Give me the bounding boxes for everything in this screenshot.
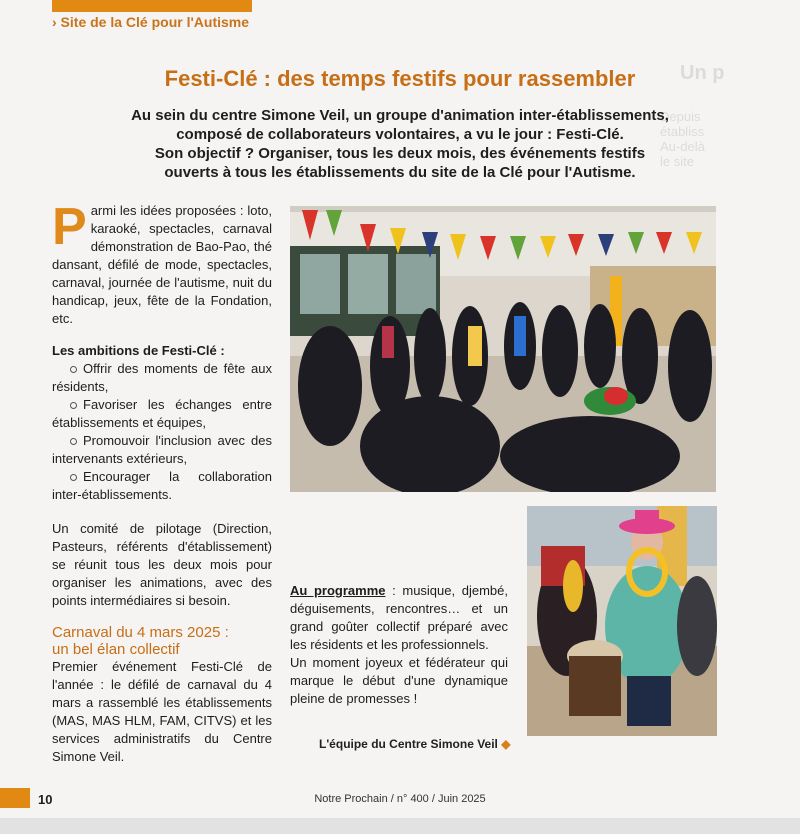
dropcap: P	[52, 198, 87, 256]
intro-line: Son objectif ? Organiser, tous les deux mois, des événements festifs	[154, 145, 646, 162]
festival-photo	[290, 206, 716, 492]
intro-line: composé de collaborateurs volontaires, a vu le jour : Festi-Clé.	[176, 126, 624, 143]
left-column	[52, 198, 272, 766]
bullet-icon	[70, 438, 77, 445]
bullet-icon	[70, 474, 77, 481]
top-accent-bar	[52, 0, 252, 12]
article-intro	[60, 106, 740, 182]
bleed-through-text: Un p Depuis établiss Au-delà le site	[660, 62, 725, 169]
ambitions-heading: Les ambitions de Festi-Clé :	[52, 343, 225, 358]
ambitions-list	[52, 360, 272, 504]
djembe-photo	[527, 506, 717, 736]
programme-paragraph: Au programme : musique, djembé, déguisements, rencontres… et un grand goûter collectif préparé avec les résidents et les professionnels.	[290, 583, 508, 652]
programme-block	[290, 582, 508, 708]
bullet-icon	[70, 366, 77, 373]
page-edge	[0, 818, 800, 834]
page-number: 10	[38, 792, 53, 807]
closing-paragraph: Un moment joyeux et fédérateur qui marque le début d'une dynamique pleine de promesses !	[290, 655, 508, 706]
publication-info: Notre Prochain / n° 400 / Juin 2025	[314, 793, 486, 805]
article-title: Festi-Clé : des temps festifs pour rassembler	[164, 66, 636, 91]
carnaval-paragraph: Premier événement Festi-Clé de l'année : le défilé de carnaval du 4 mars a rassemblé les établissements (MAS, MAS HLM, FAM, CITVS) et les services administratifs du Centre Simone Veil.	[52, 659, 272, 764]
committee-paragraph: Un comité de pilotage (Direction, Pasteurs, référents d'établissement) se réunit tous les deux mois pour organiser les animations, avec des points intermédiaires si besoin.	[52, 521, 272, 608]
list-item: Offrir des moments de fête aux résidents,	[52, 361, 272, 394]
carnaval-heading: Carnaval du 4 mars 2025 : un bel élan collectif	[52, 624, 229, 658]
bullet-icon	[70, 402, 77, 409]
list-item: Encourager la collaboration inter-établissements.	[52, 469, 272, 502]
section-label: › Site de la Clé pour l'Autisme	[52, 14, 250, 30]
first-paragraph: Parmi les idées proposées : loto, karaoké, spectacles, carnaval démonstration de Bao-Pao, thé dansant, défilé de mode, spectacles, carnaval, journée de l'autisme, nuit du handicap, jeux, fête de la Fondation, etc.	[52, 198, 272, 326]
diamond-icon: ◆	[501, 737, 511, 751]
intro-line: Au sein du centre Simone Veil, un groupe d'animation inter-établissements,	[131, 107, 669, 124]
list-item: Favoriser les échanges entre établissements et équipes,	[52, 397, 272, 430]
intro-line: ouverts à tous les établissements du site de la Clé pour l'Autisme.	[164, 164, 636, 181]
list-item: Promouvoir l'inclusion avec des intervenants extérieurs,	[52, 433, 272, 466]
programme-label: Au programme	[290, 583, 386, 598]
article-signature: L'équipe du Centre Simone Veil ◆	[319, 737, 511, 751]
